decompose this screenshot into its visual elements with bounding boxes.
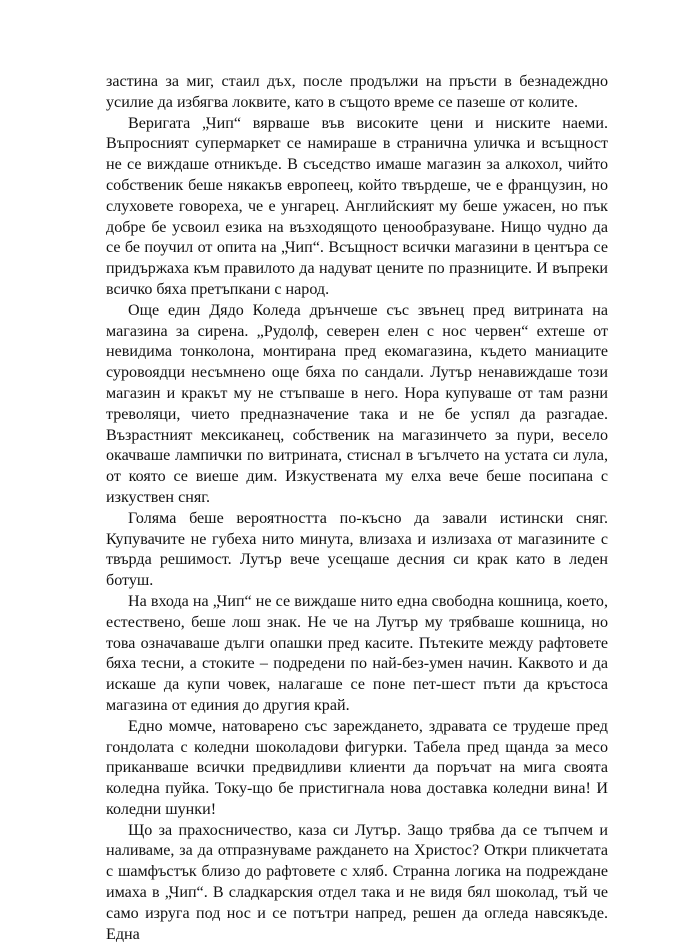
- paragraph-6: Едно момче, натоварено със зареждането, здравата се трудеше пред гондолата с коледни шоколадови фигурки. Табела пред щанда за месо приканваше всички предвидливи клиенти да поръчат на мига своята коледна пуйка. Току-що бе пристигнала нова доставка коледни вина! И коледни шунки!: [106, 717, 608, 818]
- paragraph-3: Още един Дядо Коледа дрънчеше със звънец пред витрината на магазина за сирена. „Рудолф, северен елен с нос червен“ ехтеше от невидима тонколона, монтирана пред екомагазина, където маниаците суровоядци несъмнено още бяха по сандали. Лутър ненавиждаше този магазин и кракът му не стъпваше в него. Нора купуваше от там разни треволяци, чието предназначение така и не бе успял да разгадае. Възрастният мексиканец, собственик на магазинчето за пури, весело окачваше лампички по витрината, стиснал в ъгълчето на устата си лула, от която се виеше дим. Изкуствената му елха вече беше посипана с изкуствен сняг.: [106, 301, 608, 506]
- paragraph-2: Веригата „Чип“ вярваше във високите цени и ниските наеми. Въпросният супермаркет се намираше в странична уличка и всъщност не се виждаше отникъде. В съседство имаше магазин за алкохол, чийто собственик беше някакъв европеец, който твърдеше, че е французин, но слуховете говореха, че е унгарец. Английският му беше ужасен, но пък добре бе усвоил езика на възходящото ценообразуване. Нищо чудно да се бе поучил от опита на „Чип“. Всъщност всички магазини в центъра се придържаха към правилото да надуват цените по празниците. И въпреки всичко бяха претъпкани с народ.: [106, 114, 608, 298]
- paragraph-4: Голяма беше вероятността по-късно да завали истински сняг. Купувачите не губеха нито минута, влизаха и излизаха от магазините с твърда решимост. Лутър вече усещаше десния си крак като в леден ботуш.: [106, 509, 608, 590]
- body-text: [106, 72, 608, 945]
- paragraph-7: Що за прахосничество, каза си Лутър. Защо трябва да се тъпчем и наливаме, за да отпразнуваме раждането на Христос? Откри пликчетата с шамфъстък близо до рафтовете с хляб. Странна логика на подреждане имаха в „Чип“. В сладкарския отдел така и не видя бял шоколад, тъй че само изруга под нос и се потътри напред, решен да огледа навсякъде. Една: [106, 821, 608, 943]
- paragraph-1: застина за миг, стаил дъх, после продължи на пръсти в безнадеждно усилие да избягва локвите, като в същото време се пазеше от колите.: [106, 73, 608, 111]
- paragraph-5: На входа на „Чип“ не се виждаше нито една свободна кошница, което, естествено, беше лош знак. Не че на Лутър му трябваше кошница, но това означаваше дълги опашки пред касите. Пътеките между рафтовете бяха тесни, а стоките – подредени по най-без-умен начин. Каквото и да искаше да купи човек, налагаше се поне пет-шест пъти да кръстоса магазина от единия до другия край.: [106, 592, 608, 714]
